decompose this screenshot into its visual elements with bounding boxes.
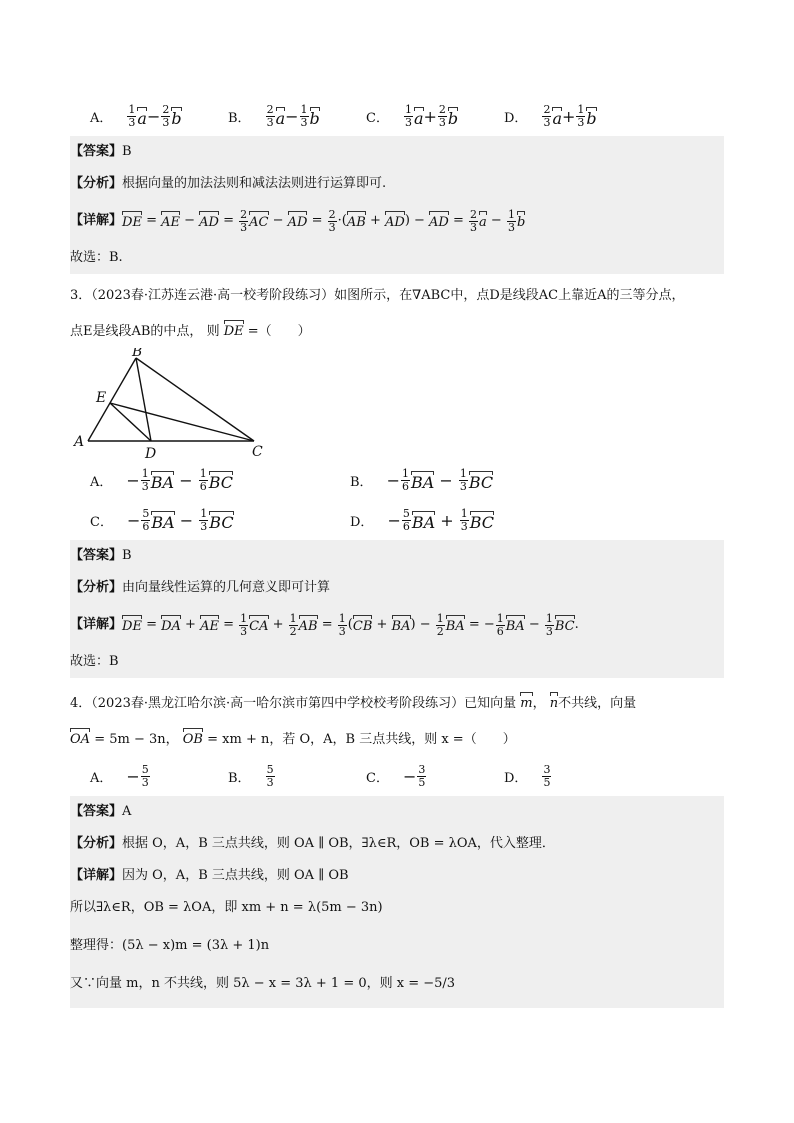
- q4-option-d[interactable]: D． $\frac{3}{5}$: [504, 762, 551, 789]
- q2-detail: 【详解】 DE = AE − AD = $\frac{2}{3}$ AC − AD = $\frac{2}{3}$ ·( AB + AD ) − AD = $\frac{2}{3}$ a − $\frac{1}{3}$ b: [70, 200, 724, 242]
- q3-triangle-figure: [70, 348, 724, 460]
- q4-detail-line3: 整理得：(5λ − x)m = (3λ + 1)n: [70, 930, 724, 968]
- q3-answer: 【答案】B: [70, 540, 724, 572]
- q3-stem-line2: 点E是线段AB的中点， 则 DE =（ ）: [70, 312, 724, 348]
- q2-option-d[interactable]: D． $\frac{2}{3}$ a + $\frac{1}{3}$ b: [504, 102, 597, 129]
- segment-EC: [110, 403, 254, 441]
- q3-options-row2: [70, 500, 724, 540]
- q4-options: [70, 756, 724, 796]
- q3-option-d[interactable]: D． − $\frac{5}{6}$ BA + $\frac{1}{3}$ BC: [350, 506, 495, 533]
- q3-option-b[interactable]: B． − $\frac{1}{6}$ BA − $\frac{1}{3}$ BC: [350, 466, 494, 493]
- q4-detail-line4: 又∵向量 m，n 不共线，则 5λ − x = 3λ + 1 = 0，则 x = −5/3: [70, 968, 724, 1008]
- q4-option-a[interactable]: A． − $\frac{5}{3}$: [90, 762, 149, 789]
- q4-analysis: 【分析】根据 O，A，B 三点共线，则 OA ∥ OB，∃λ∈R，OB = λOA，代入整理．: [70, 828, 724, 860]
- q4-answer: 【答案】A: [70, 796, 724, 828]
- q4-detail-line2: 所以∃λ∈R，OB = λOA，即 xm + n = λ(5m − 3n): [70, 892, 724, 930]
- q3-analysis: 【分析】由向量线性运算的几何意义即可计算: [70, 572, 724, 604]
- q4-stem-line2: OA = 5m − 3n， OB = xm + n，若 O，A，B 三点共线，则 x =（ ）: [70, 720, 724, 756]
- label-D: D: [145, 446, 157, 460]
- q2-answer: 【答案】B: [70, 136, 724, 168]
- document-page: [70, 96, 724, 1008]
- side-BC: [136, 358, 254, 441]
- q2-options: [70, 96, 724, 136]
- q3-detail: 【详解】 DE = DA + AE = $\frac{1}{3}$ CA + $\frac{1}{2}$ AB = $\frac{1}{3}$ ( CB + BA ) − $\frac{1}{2}$ BA = − $\frac{1}{6}$ BA − $\frac{1}{3}$ BC .: [70, 604, 724, 646]
- q2-analysis: 【分析】根据向量的加法法则和减法法则进行运算即可.: [70, 168, 724, 200]
- q4-option-c[interactable]: C． − $\frac{3}{5}$: [366, 762, 426, 789]
- q4-detail: 【详解】因为 O，A，B 三点共线，则 OA ∥ OB: [70, 860, 724, 892]
- label-A: A: [74, 434, 85, 450]
- q3-option-c[interactable]: C． − $\frac{5}{6}$ BA − $\frac{1}{3}$ BC: [90, 506, 234, 533]
- q2-option-a[interactable]: A． $\frac{1}{3}$ a − $\frac{2}{3}$ b: [90, 102, 182, 129]
- q2-option-c[interactable]: C． $\frac{1}{3}$ a + $\frac{2}{3}$ b: [366, 102, 459, 129]
- q4-option-b[interactable]: B． $\frac{5}{3}$: [228, 762, 274, 789]
- q2-conclusion: 故选：B.: [70, 242, 724, 274]
- q3-options-row1: [70, 460, 724, 500]
- label-B: B: [132, 348, 143, 360]
- label-E: E: [96, 390, 107, 406]
- triangle-diagram: [70, 348, 310, 460]
- q4-stem-line1: 4．（2023春·黑龙江哈尔滨·高一哈尔滨市第四中学校校考阶段练习）已知向量 m， n不共线，向量: [70, 684, 724, 720]
- q3-conclusion: 故选：B: [70, 646, 724, 678]
- q3-stem-line1: 3．（2023春·江苏连云港·高一校考阶段练习）如图所示，在∇ABC中，点D是线段AC上靠近A的三等分点，: [70, 288, 685, 303]
- q2-option-b[interactable]: B． $\frac{2}{3}$ a − $\frac{1}{3}$ b: [228, 102, 320, 129]
- label-C: C: [252, 444, 263, 460]
- q3-option-a[interactable]: A． − $\frac{1}{3}$ BA − $\frac{1}{6}$ BC: [90, 466, 233, 493]
